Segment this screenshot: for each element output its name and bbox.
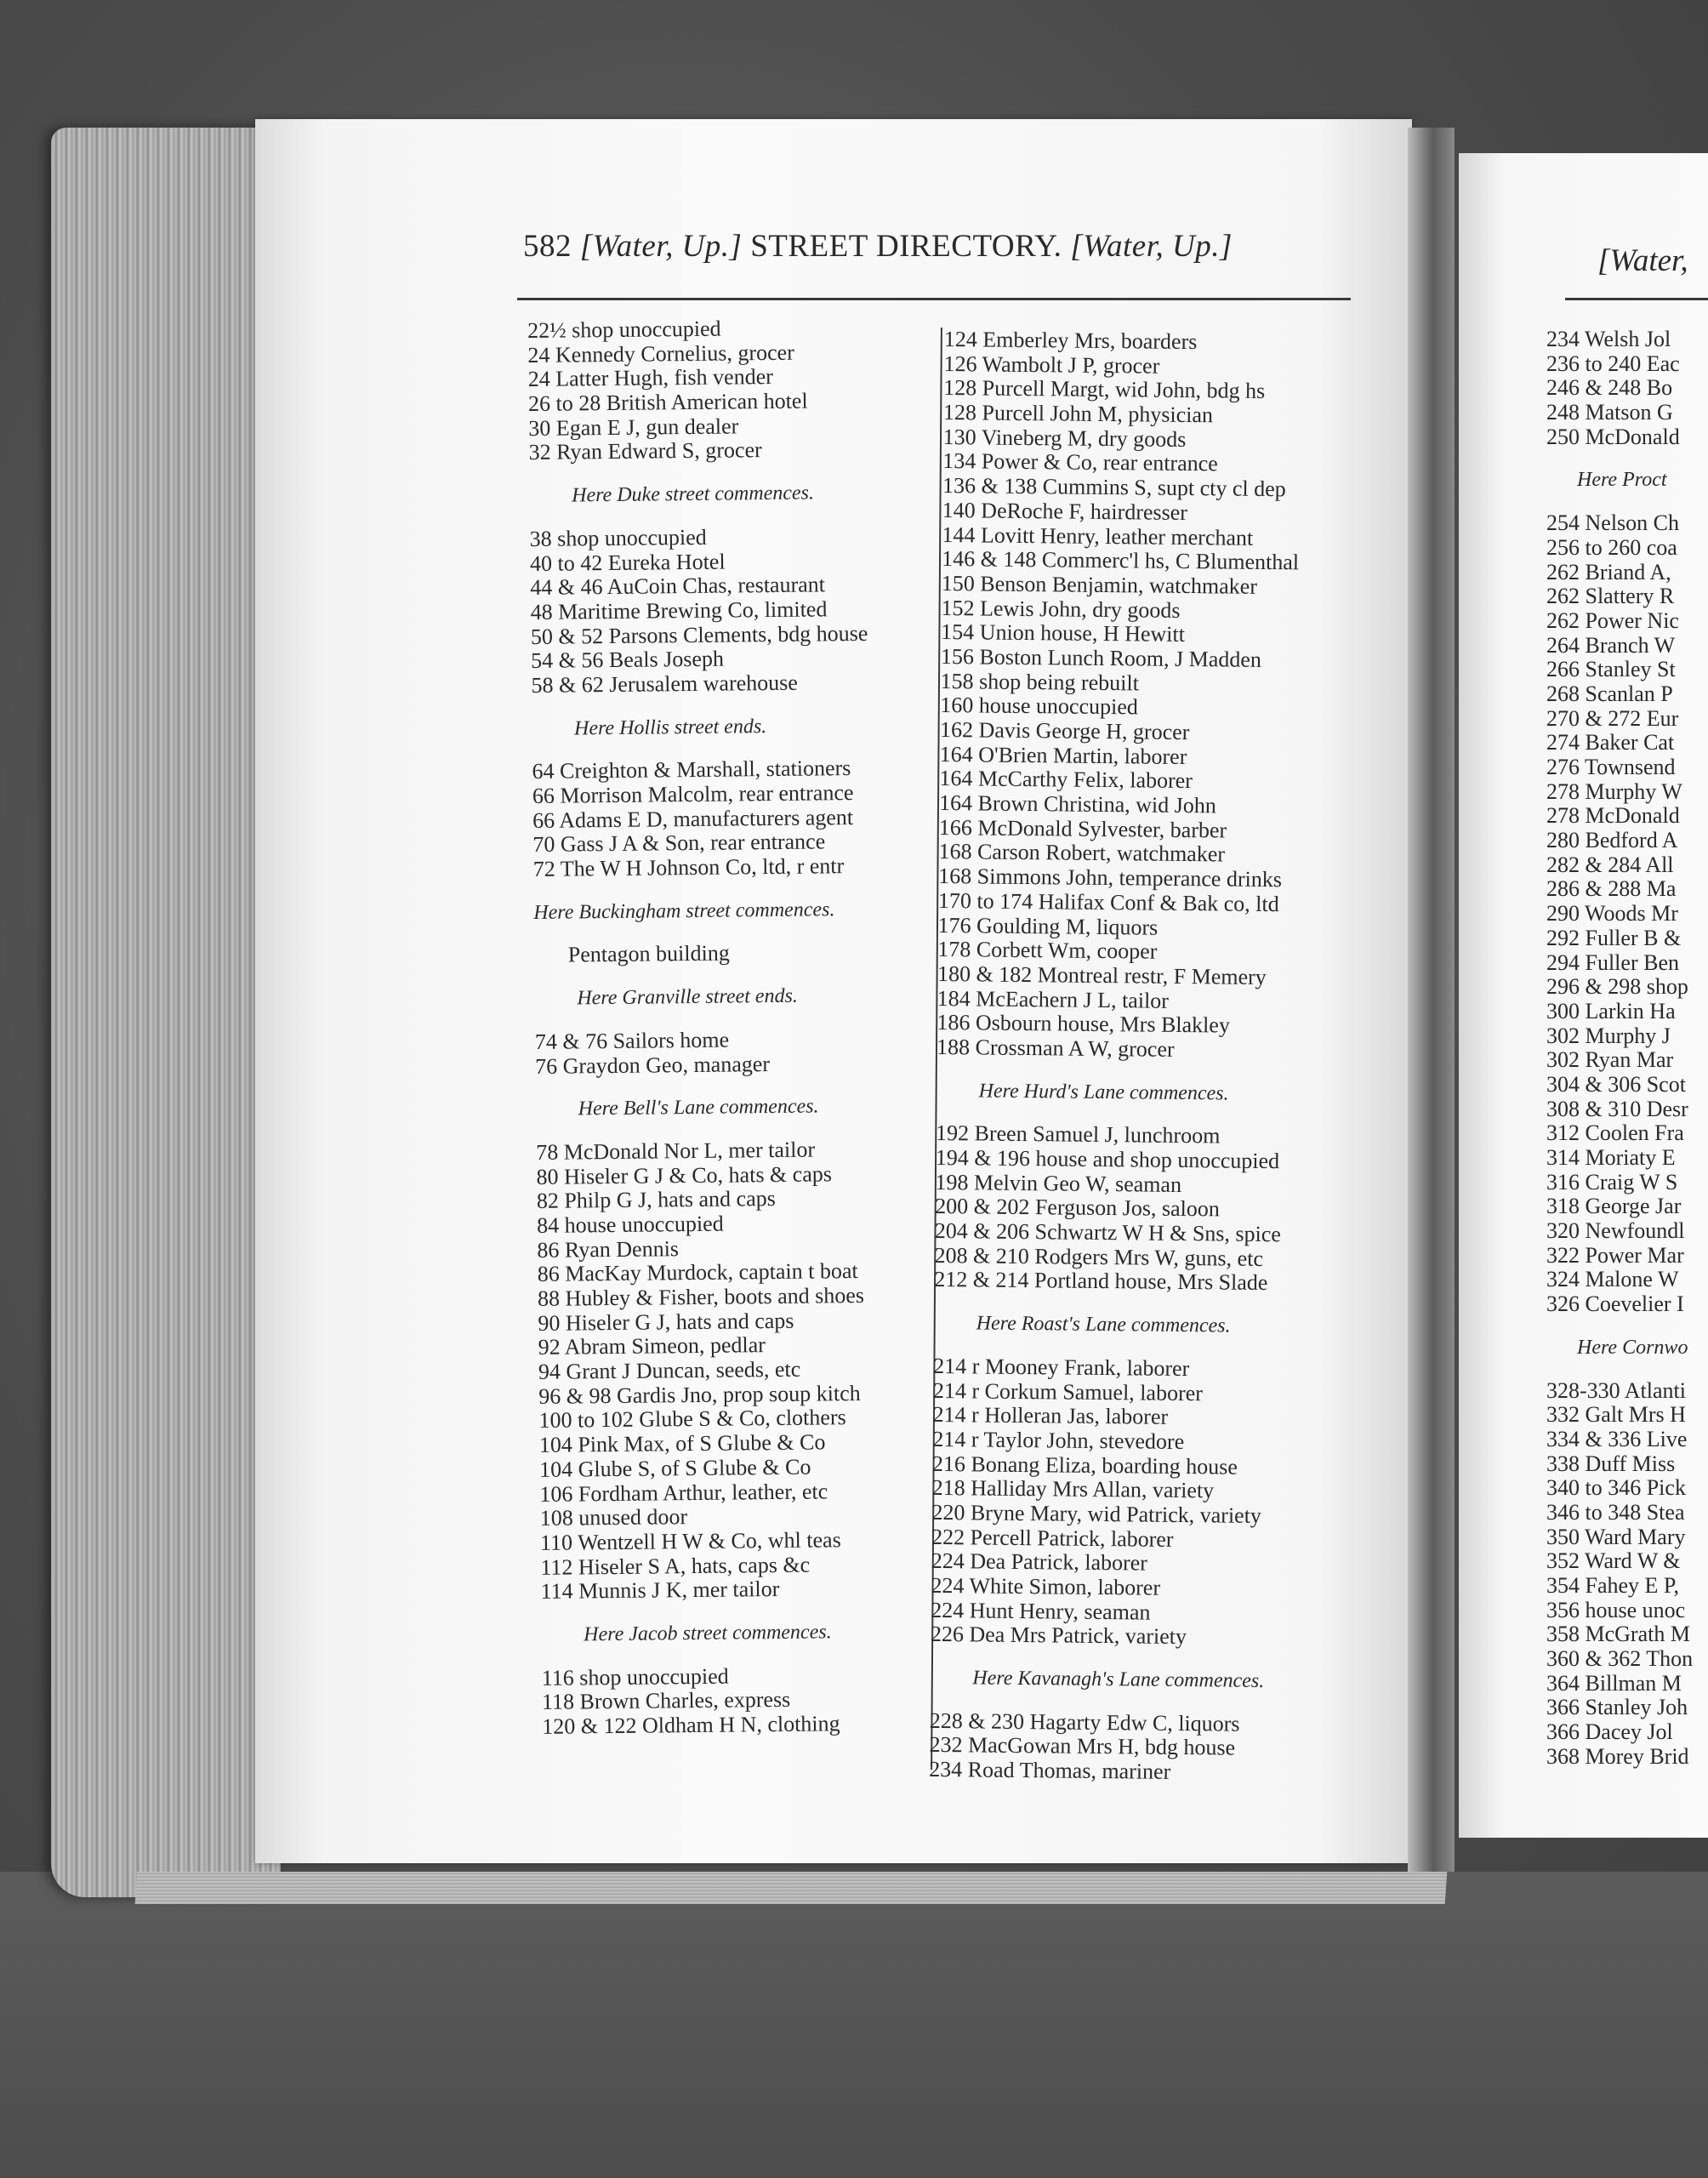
directory-entry: 226 Dea Mrs Patrick, variety: [930, 1622, 1187, 1650]
spacer: [1546, 1360, 1708, 1379]
directory-entry: 104 Glube S, of S Glube & Co: [539, 1454, 811, 1482]
directory-entry: 32 Ryan Edward S, grocer: [528, 437, 762, 465]
directory-entry: 250 McDonald: [1546, 424, 1680, 449]
directory-entry: 216 Bonang Eliza, boarding house: [931, 1451, 1238, 1480]
directory-column-left: [527, 315, 950, 1740]
next-page-header-rule: [1565, 298, 1708, 300]
directory-entry: Pentagon building: [567, 940, 730, 967]
directory-entry: 154 Union house, H Hewitt: [941, 619, 1186, 647]
directory-entry: 118 Brown Charles, express: [541, 1687, 791, 1715]
spacer: [1546, 449, 1708, 468]
directory-entry: 204 & 206 Schwartz W H & Sns, spice: [934, 1218, 1282, 1247]
directory-entry: 124 Emberley Mrs, boarders: [943, 327, 1198, 355]
spacer: [1546, 1317, 1708, 1336]
spacer: [1546, 493, 1708, 511]
directory-entry: 208 & 210 Rodgers Mrs W, guns, etc: [934, 1242, 1264, 1271]
directory-entry: 30 Egan E J, gun dealer: [528, 413, 739, 441]
directory-entry: 24 Latter Hugh, fish vender: [527, 364, 773, 392]
directory-entry: 292 Fuller B &: [1546, 925, 1682, 950]
directory-entry: 66 Adams E D, manufacturers agent: [532, 804, 854, 833]
directory-entry: 246 & 248 Bo: [1546, 375, 1673, 401]
directory-entry: 214 r Taylor John, stevedore: [932, 1426, 1185, 1454]
directory-entry: 44 & 46 AuCoin Chas, restaurant: [530, 572, 826, 601]
directory-entry: 194 & 196 house and shop unoccupied: [935, 1144, 1280, 1174]
directory-entry: 112 Hiseler S A, hats, caps &c: [540, 1552, 811, 1580]
directory-entry: 354 Fahey E P,: [1546, 1573, 1679, 1598]
directory-entry: 278 McDonald: [1546, 803, 1680, 829]
directory-entry: 224 Hunt Henry, seaman: [931, 1597, 1151, 1625]
directory-entry: 106 Fordham Arthur, leather, etc: [539, 1478, 828, 1507]
directory-entry: 100 to 102 Glube S & Co, clothers: [538, 1405, 846, 1434]
directory-entry: 280 Bedford A: [1546, 828, 1678, 853]
directory-entry: 316 Craig W S: [1546, 1169, 1678, 1194]
directory-entry: 214 r Corkum Samuel, laborer: [932, 1377, 1204, 1405]
directory-entry: 146 & 148 Commerc'l hs, C Blumenthal: [942, 546, 1300, 575]
directory-entry: 198 Melvin Geo W, seaman: [935, 1169, 1182, 1197]
directory-entry: 222 Percell Patrick, laborer: [931, 1524, 1174, 1552]
directory-entry: 110 Wentzell H W & Co, whl teas: [539, 1527, 841, 1555]
page-title: STREET DIRECTORY.: [750, 229, 1062, 264]
directory-entry: 264 Branch W: [1546, 632, 1676, 658]
header-right-tag: [Water, Up.]: [1070, 229, 1233, 264]
directory-entry: 90 Hiseler G J, hats and caps: [538, 1308, 794, 1336]
directory-entry: 350 Ward Mary: [1546, 1524, 1686, 1549]
directory-entry: 302 Murphy J: [1546, 1023, 1671, 1048]
book-gutter: [1408, 128, 1455, 1872]
directory-entry: 48 Maritime Brewing Co, limited: [530, 596, 828, 624]
directory-entry: 212 & 214 Portland house, Mrs Slade: [934, 1267, 1268, 1296]
page-header: [523, 228, 1233, 265]
directory-entry: 126 Wambolt J P, grocer: [943, 351, 1160, 379]
directory-entry: 140 DeRoche F, hairdresser: [942, 497, 1188, 525]
directory-entry: 50 & 52 Parsons Clements, bdg house: [530, 620, 868, 649]
street-note: Here Jacob street commences.: [584, 1621, 832, 1646]
directory-entry: 360 & 362 Thon: [1546, 1646, 1694, 1672]
directory-entry: 92 Abram Simeon, pedlar: [538, 1332, 766, 1360]
directory-entry: 80 Hiseler G J & Co, hats & caps: [536, 1160, 833, 1189]
directory-entry: 120 & 122 Oldham H N, clothing: [542, 1711, 840, 1739]
next-page-header: [1597, 242, 1688, 279]
directory-entry: 214 r Holleran Jas, laborer: [932, 1402, 1169, 1430]
directory-entry: 114 Munnis J K, mer tailor: [540, 1576, 780, 1605]
directory-entry: 144 Lovitt Henry, leather merchant: [942, 522, 1254, 550]
directory-entry: 130 Vineberg M, dry goods: [942, 424, 1187, 452]
directory-entry: 152 Lewis John, dry goods: [941, 595, 1181, 623]
directory-entry: 232 MacGowan Mrs H, bdg house: [929, 1732, 1236, 1761]
directory-entry: 108 unused door: [539, 1504, 688, 1531]
directory-entry: 296 & 298 shop: [1546, 974, 1688, 1000]
directory-entry: 274 Baker Cat: [1546, 730, 1675, 755]
directory-entry: 322 Power Mar: [1546, 1242, 1684, 1268]
directory-entry: 170 to 174 Halifax Conf & Bak co, ltd: [937, 887, 1279, 916]
street-note: Here Roast's Lane commences.: [976, 1312, 1231, 1337]
directory-entry: 334 & 336 Live: [1546, 1426, 1688, 1451]
directory-entry: 220 Bryne Mary, wid Patrick, variety: [931, 1499, 1262, 1528]
directory-entry: 186 Osbourn house, Mrs Blakley: [937, 1010, 1231, 1038]
street-note: Here Hurd's Lane commences.: [978, 1080, 1229, 1105]
table-surface: [0, 1872, 1708, 2178]
directory-entry: 302 Ryan Mar: [1546, 1047, 1674, 1073]
directory-entry: 358 McGrath M: [1546, 1622, 1690, 1647]
directory-entry: 72 The W H Johnson Co, ltd, r entr: [532, 853, 845, 882]
directory-entry: 270 & 272 Eur: [1546, 705, 1679, 731]
street-note: Here Duke street commences.: [572, 482, 815, 507]
directory-entry: 96 & 98 Gardis Jno, prop soup kitch: [538, 1380, 861, 1409]
directory-entry: 168 Carson Robert, watchmaker: [938, 839, 1226, 867]
directory-entry: 234 Welsh Jol: [1546, 328, 1671, 351]
directory-entry: 276 Townsend: [1546, 755, 1676, 779]
directory-entry: 84 house unoccupied: [537, 1211, 724, 1238]
directory-entry: 64 Creighton & Marshall, stationers: [532, 755, 851, 784]
directory-entry: 294 Fuller Ben: [1546, 949, 1679, 975]
directory-column-right: [929, 328, 1352, 1787]
directory-entry: 366 Stanley Joh: [1546, 1695, 1688, 1720]
directory-entry: 346 to 348 Stea: [1546, 1499, 1685, 1525]
directory-entry: 224 Dea Patrick, laborer: [931, 1548, 1148, 1576]
directory-entry: 116 shop unoccupied: [541, 1663, 729, 1691]
directory-entry: 266 Stanley St: [1546, 657, 1676, 682]
directory-entry: 218 Halliday Mrs Allan, variety: [931, 1475, 1215, 1503]
directory-entry: 176 Goulding M, liquors: [937, 912, 1159, 940]
street-note: Here Proct: [1577, 469, 1667, 492]
directory-entry: 82 Philp G J, hats and caps: [536, 1186, 776, 1214]
directory-entry: 78 McDonald Nor L, mer tailor: [536, 1137, 816, 1165]
directory-entry: 282 & 284 All: [1546, 852, 1674, 877]
directory-entry: 320 Newfoundl: [1546, 1218, 1685, 1244]
directory-entry: 214 r Mooney Frank, laborer: [933, 1353, 1190, 1381]
directory-entry: 38 shop unoccupied: [529, 524, 707, 551]
directory-entry: 332 Galt Mrs H: [1546, 1402, 1686, 1428]
directory-entry: 136 & 138 Cummins S, supt cty cl dep: [942, 473, 1286, 502]
street-note: Here Buckingham street commences.: [533, 898, 835, 924]
directory-entry: 158 shop being rebuilt: [940, 668, 1140, 696]
directory-entry: 164 McCarthy Felix, laborer: [939, 766, 1193, 794]
directory-entry: 156 Boston Lunch Room, J Madden: [940, 643, 1262, 672]
book-page-edges: [51, 128, 281, 1897]
directory-entry: 356 house unoc: [1546, 1597, 1686, 1622]
directory-entry: 290 Woods Mr: [1546, 901, 1678, 927]
street-note: Here Cornwo: [1577, 1336, 1688, 1359]
directory-entry: 256 to 260 coa: [1546, 534, 1677, 560]
directory-entry: 286 & 288 Ma: [1546, 876, 1677, 902]
street-note: Here Kavanagh's Lane commences.: [972, 1667, 1265, 1693]
directory-entry: 134 Power & Co, rear entrance: [942, 448, 1218, 476]
directory-entry: 168 Simmons John, temperance drinks: [938, 864, 1283, 892]
next-page-column: [1546, 328, 1708, 1770]
directory-entry: 166 McDonald Sylvester, barber: [938, 814, 1227, 843]
directory-entry: 70 Gass J A & Son, rear entrance: [532, 829, 826, 858]
directory-entry: 262 Slattery R: [1546, 584, 1675, 609]
directory-entry: 314 Moriaty E: [1546, 1145, 1676, 1170]
directory-entry: 234 Road Thomas, mariner: [929, 1757, 1171, 1785]
directory-entry: 228 & 230 Hagarty Edw C, liquors: [929, 1708, 1240, 1736]
directory-entry: 254 Nelson Ch: [1546, 510, 1679, 536]
directory-entry: 164 O'Brien Martin, laborer: [939, 741, 1187, 769]
next-page-header-tag: [Water,: [1597, 243, 1688, 278]
header-rule: [517, 298, 1351, 300]
directory-entry: 74 & 76 Sailors home: [534, 1027, 730, 1054]
directory-entry: 162 Davis George H, grocer: [939, 716, 1190, 745]
directory-entry: 88 Hubley & Fisher, boots and shoes: [537, 1282, 865, 1311]
directory-entry: 86 Ryan Dennis: [537, 1235, 680, 1263]
directory-entry: 236 to 240 Eac: [1546, 351, 1680, 376]
directory-entry: 308 & 310 Desr: [1546, 1096, 1688, 1121]
directory-entry: 180 & 182 Montreal restr, F Memery: [937, 961, 1267, 989]
directory-entry: 150 Benson Benjamin, watchmaker: [941, 570, 1258, 599]
directory-entry: 128 Purcell John M, physician: [942, 400, 1214, 428]
street-note: Here Hollis street ends.: [573, 715, 767, 740]
directory-entry: 338 Duff Miss: [1546, 1451, 1676, 1476]
street-note: Here Bell's Lane commences.: [578, 1095, 819, 1120]
directory-entry: 160 house unoccupied: [940, 693, 1139, 720]
directory-entry: 262 Briand A,: [1546, 559, 1671, 584]
directory-entry: 324 Malone W: [1546, 1267, 1679, 1292]
directory-entry: 262 Power Nic: [1546, 607, 1679, 633]
directory-entry: 94 Grant J Duncan, seeds, etc: [538, 1356, 801, 1384]
directory-entry: 268 Scanlan P: [1546, 681, 1673, 706]
directory-entry: 54 & 56 Beals Joseph: [531, 646, 725, 674]
directory-entry: 24 Kennedy Cornelius, grocer: [527, 339, 794, 368]
directory-entry: 58 & 62 Jerusalem warehouse: [531, 670, 799, 698]
directory-entry: 184 McEachern J L, tailor: [937, 985, 1170, 1013]
directory-entry: 326 Coevelier I: [1546, 1291, 1684, 1317]
directory-entry: 352 Ward W &: [1546, 1548, 1681, 1574]
directory-entry: 178 Corbett Wm, cooper: [937, 937, 1158, 964]
directory-entry: 364 Billman M: [1546, 1670, 1682, 1696]
street-note: Here Granville street ends.: [577, 984, 798, 1010]
page-number: 582: [523, 229, 572, 264]
directory-entry: 300 Larkin Ha: [1546, 998, 1676, 1023]
directory-entry: 312 Coolen Fra: [1546, 1120, 1684, 1146]
directory-entry: 248 Matson G: [1546, 400, 1673, 425]
book-bottom-edge: [135, 1872, 1448, 1904]
directory-entry: 40 to 42 Eureka Hotel: [529, 549, 726, 576]
directory-entry: 164 Brown Christina, wid John: [938, 790, 1217, 818]
directory-entry: 192 Breen Samuel J, lunchroom: [935, 1120, 1221, 1149]
directory-entry: 304 & 306 Scot: [1546, 1071, 1686, 1097]
directory-entry: 366 Dacey Jol: [1546, 1719, 1673, 1745]
directory-entry: 86 MacKay Murdock, captain t boat: [537, 1258, 858, 1287]
directory-entry: 66 Morrison Malcolm, rear entrance: [532, 780, 854, 808]
directory-entry: 26 to 28 British American hotel: [527, 388, 808, 417]
directory-entry: 328-330 Atlanti: [1546, 1377, 1686, 1403]
directory-entry: 22½ shop unoccupied: [527, 316, 721, 343]
directory-entry: 340 to 346 Pick: [1546, 1475, 1686, 1501]
directory-entry: 318 George Jar: [1546, 1194, 1682, 1219]
directory-entry: 200 & 202 Ferguson Jos, saloon: [935, 1194, 1220, 1222]
directory-entry: 76 Graydon Geo, manager: [535, 1051, 771, 1079]
directory-entry: 278 Murphy W: [1546, 778, 1682, 804]
directory-entry: 128 Purcell Margt, wid John, bdg hs: [943, 375, 1266, 404]
directory-entry: 224 White Simon, laborer: [931, 1572, 1161, 1600]
directory-entry: 368 Morey Brid: [1546, 1743, 1689, 1769]
directory-entry: 188 Crossman A W, grocer: [936, 1034, 1175, 1062]
directory-entry: 104 Pink Max, of S Glube & Co: [538, 1429, 826, 1458]
header-left-tag: [Water, Up.]: [579, 229, 743, 264]
